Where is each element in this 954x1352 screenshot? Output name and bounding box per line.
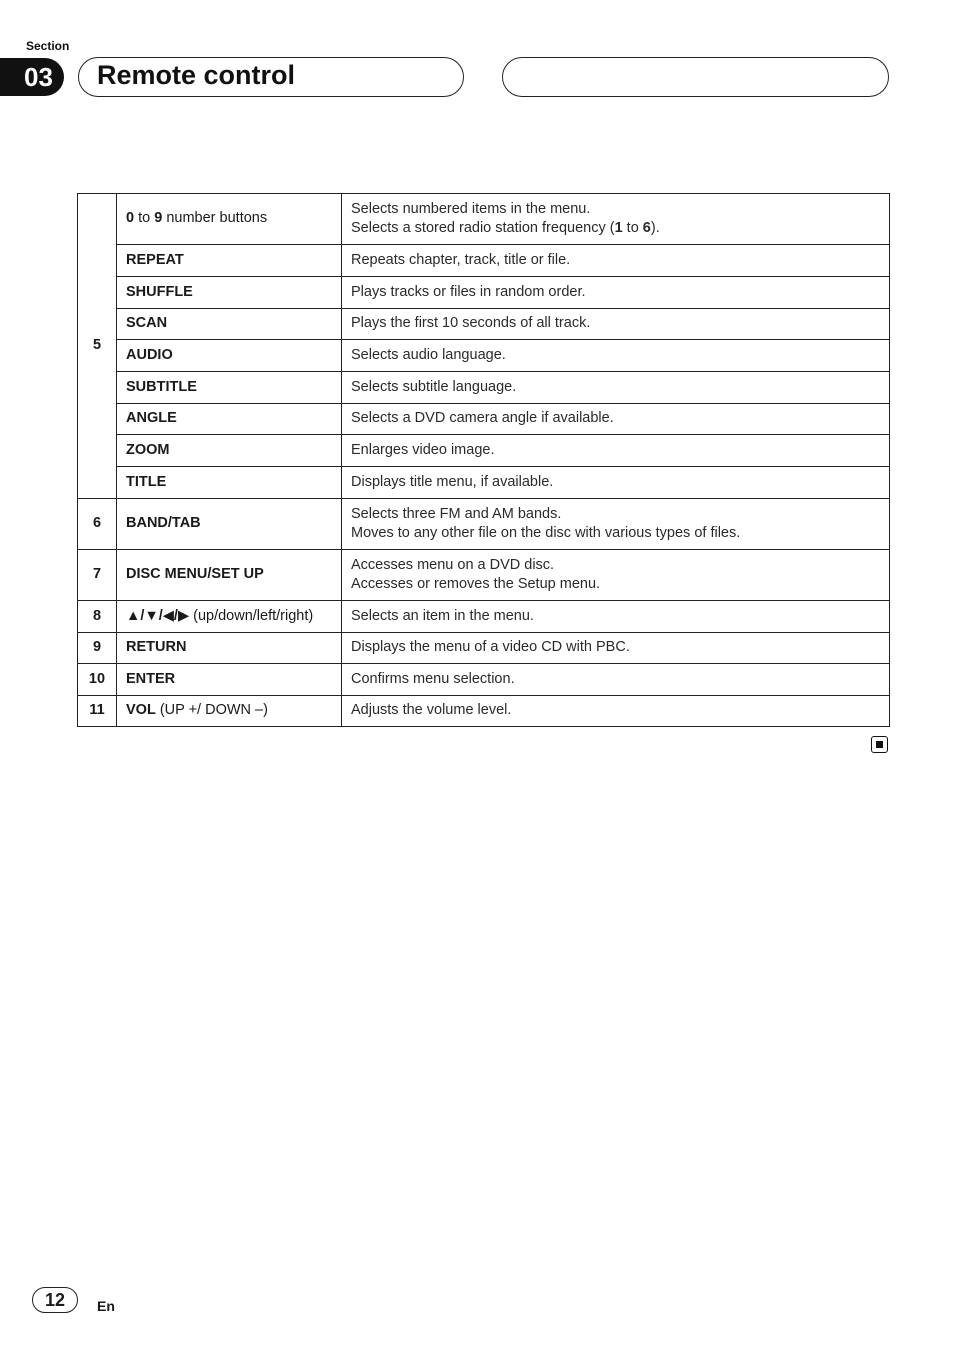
row-number: 7 — [78, 550, 117, 601]
button-description: Selects a DVD camera angle if available. — [342, 404, 890, 435]
table-row — [78, 372, 890, 404]
table-row — [78, 550, 890, 601]
table-row — [78, 633, 890, 664]
button-name: VOL (UP +/ DOWN –) — [117, 696, 342, 727]
button-name: ▲/▼/◀/▶ (up/down/left/right) — [117, 601, 342, 633]
table-row — [78, 404, 890, 435]
button-description: Selects audio language. — [342, 340, 890, 372]
row-number: 9 — [78, 633, 117, 664]
table-row — [78, 435, 890, 467]
remote-control-table — [77, 193, 890, 727]
button-description: Selects three FM and AM bands. Moves to any other file on the disc with various types of files. — [342, 499, 890, 550]
button-name: AUDIO — [117, 340, 342, 372]
button-description: Confirms menu selection. — [342, 664, 890, 696]
row-number: 5 — [78, 194, 117, 499]
table-row — [78, 664, 890, 696]
button-description: Adjusts the volume level. — [342, 696, 890, 727]
button-description: Selects numbered items in the menu. Selects a stored radio station frequency (1 to 6). — [342, 194, 890, 245]
button-name: SHUFFLE — [117, 277, 342, 309]
button-name: DISC MENU/SET UP — [117, 550, 342, 601]
row-number: 11 — [78, 696, 117, 727]
table-row — [78, 245, 890, 277]
page-number: 12 — [32, 1287, 78, 1313]
row-number: 8 — [78, 601, 117, 633]
section-label: Section — [26, 39, 70, 53]
button-name: 0 to 9 number buttons — [117, 194, 342, 245]
section-end-icon — [871, 736, 888, 753]
table-row — [78, 309, 890, 340]
row-number: 10 — [78, 664, 117, 696]
button-name: ANGLE — [117, 404, 342, 435]
page-title: Remote control — [97, 60, 296, 90]
table-row — [78, 340, 890, 372]
button-description: Repeats chapter, track, title or file. — [342, 245, 890, 277]
row-number: 6 — [78, 499, 117, 550]
button-description: Plays the first 10 seconds of all track. — [342, 309, 890, 340]
table-row — [78, 194, 890, 245]
table-row — [78, 601, 890, 633]
table-row — [78, 277, 890, 309]
button-name: TITLE — [117, 467, 342, 499]
button-description: Displays the menu of a video CD with PBC. — [342, 633, 890, 664]
button-name: ENTER — [117, 664, 342, 696]
section-number-badge: 03 — [0, 58, 64, 96]
button-description: Enlarges video image. — [342, 435, 890, 467]
button-name: RETURN — [117, 633, 342, 664]
button-description: Plays tracks or files in random order. — [342, 277, 890, 309]
button-name: ZOOM — [117, 435, 342, 467]
button-name: BAND/TAB — [117, 499, 342, 550]
button-description: Selects subtitle language. — [342, 372, 890, 404]
button-description: Selects an item in the menu. — [342, 601, 890, 633]
button-description: Accesses menu on a DVD disc. Accesses or removes the Setup menu. — [342, 550, 890, 601]
button-name: REPEAT — [117, 245, 342, 277]
button-description: Displays title menu, if available. — [342, 467, 890, 499]
button-name: SUBTITLE — [117, 372, 342, 404]
language-label: En — [97, 1298, 115, 1314]
header-blank-frame — [502, 57, 889, 97]
table-row — [78, 696, 890, 727]
arrow-keys-icon: ▲/▼/◀/▶ — [126, 607, 190, 624]
table-row — [78, 499, 890, 550]
table-row — [78, 467, 890, 499]
button-name: SCAN — [117, 309, 342, 340]
